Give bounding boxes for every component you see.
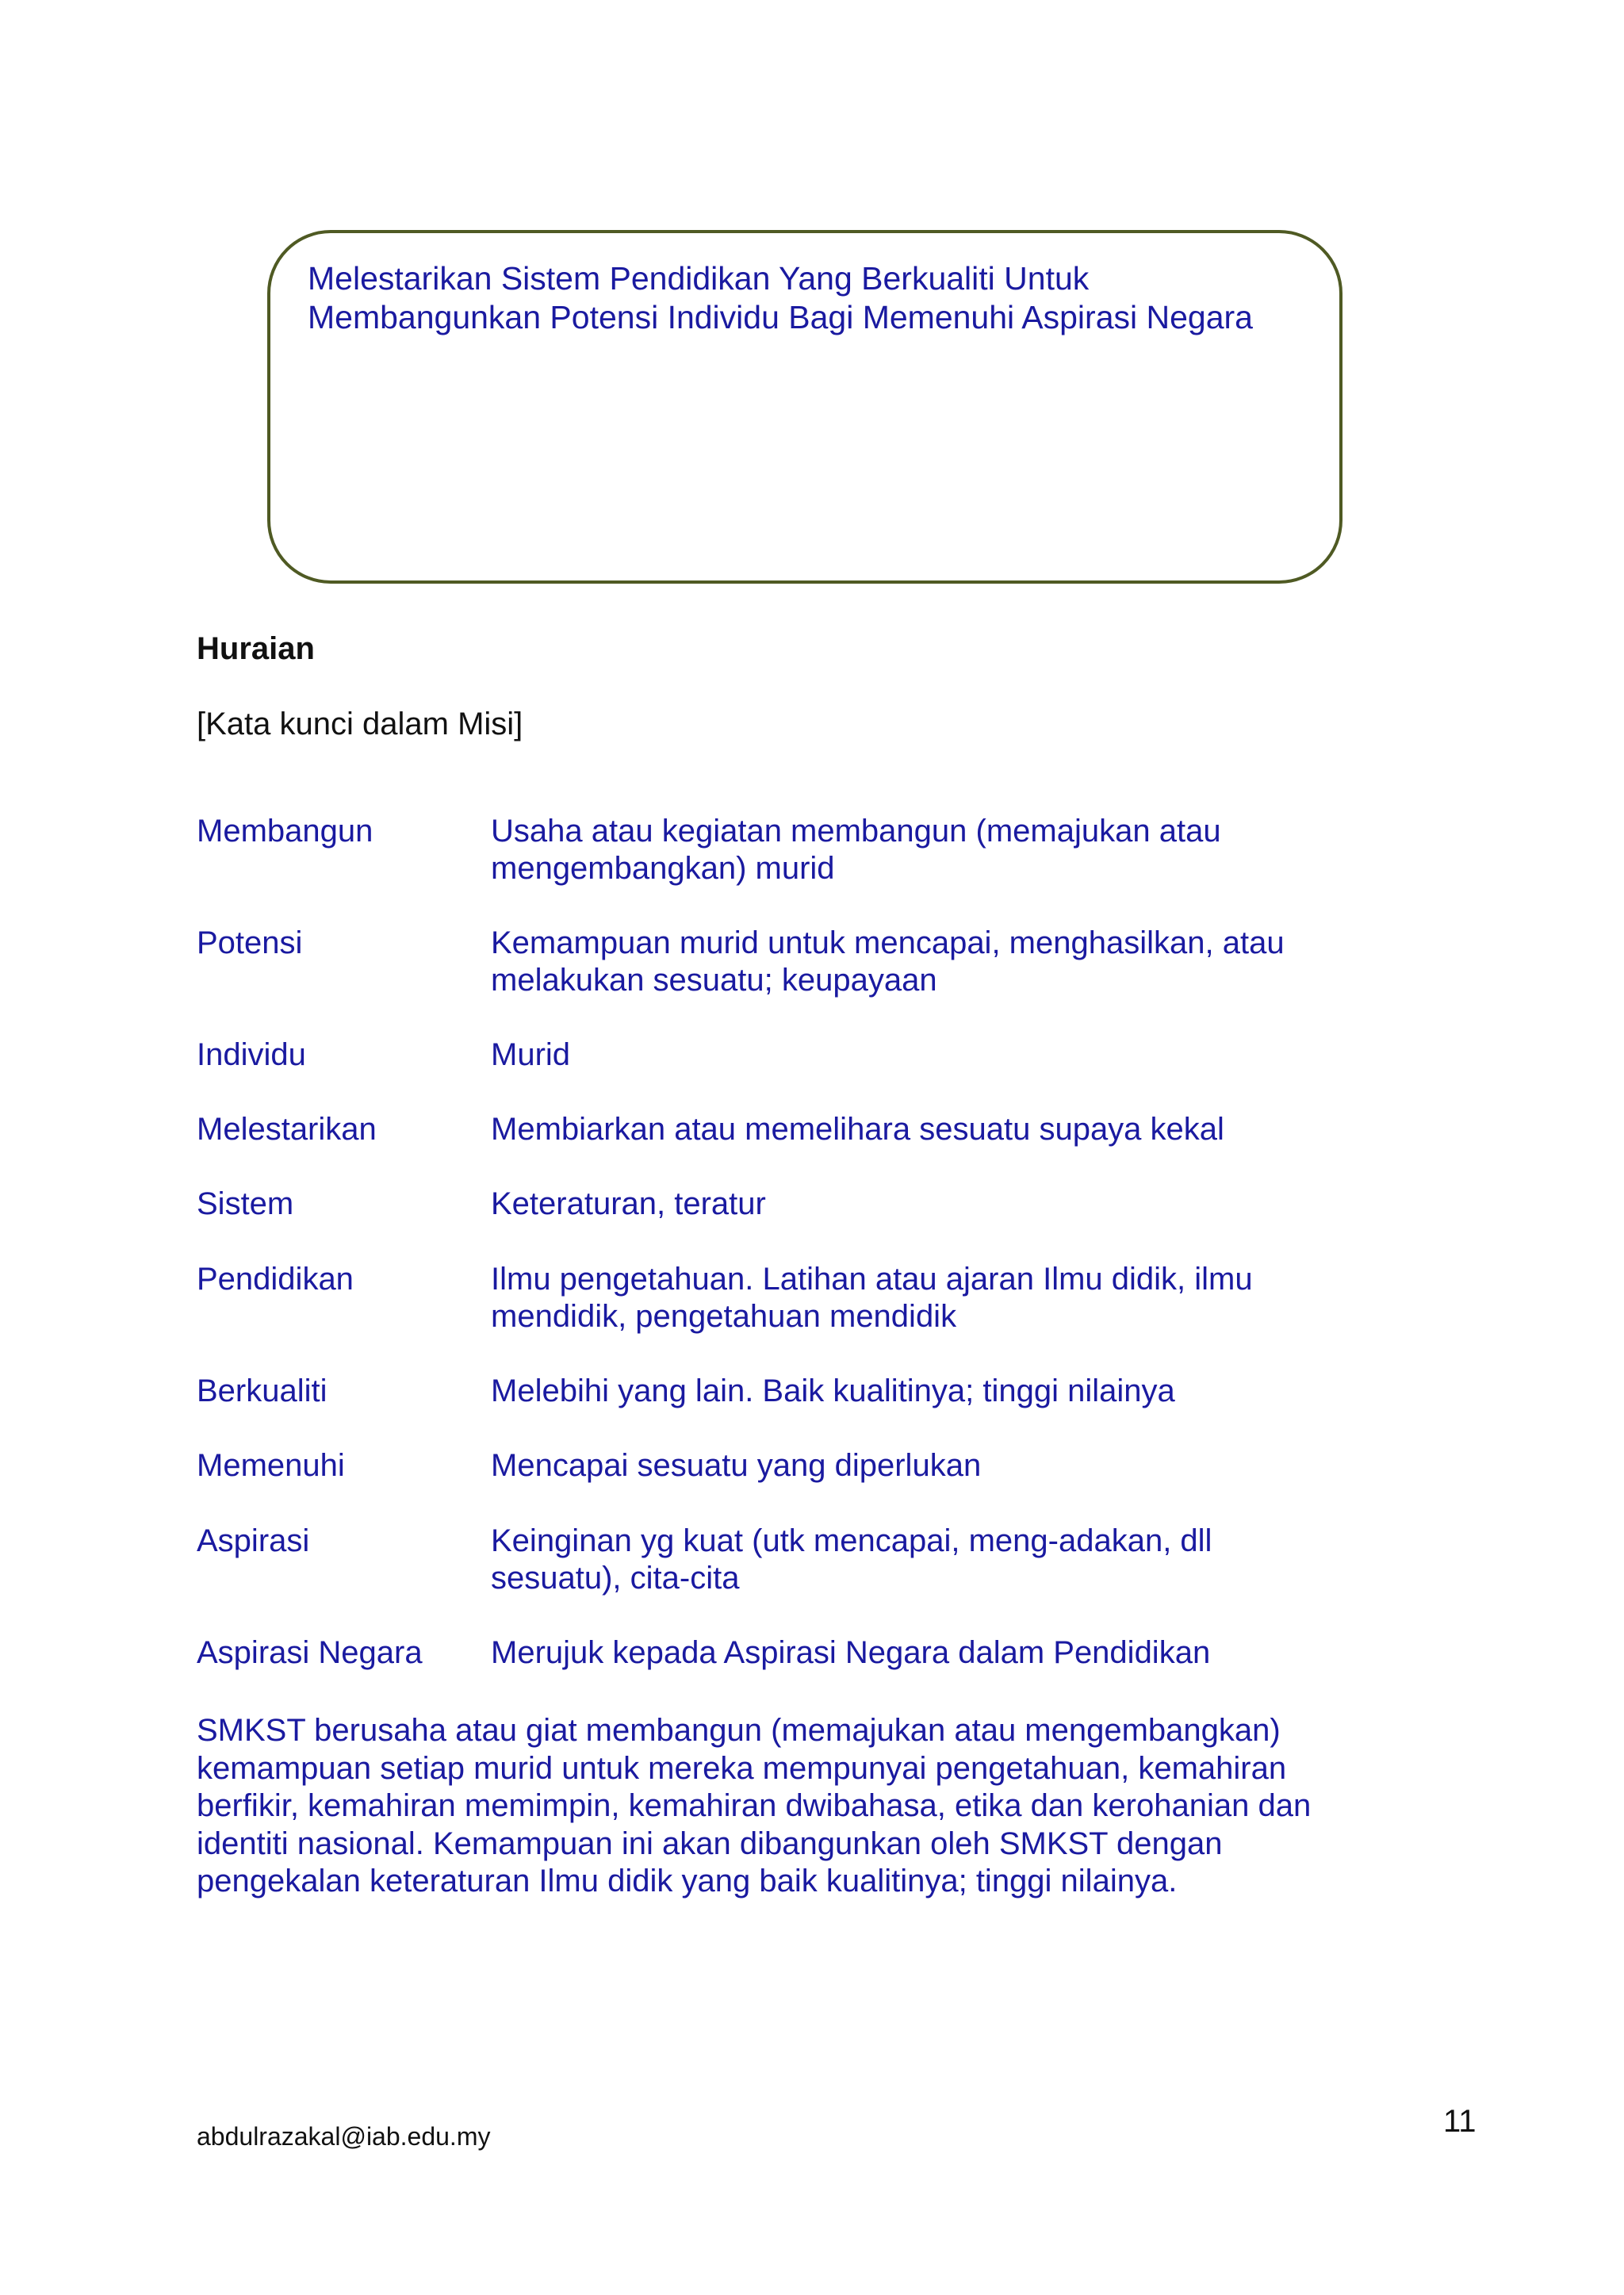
mission-statement [308,259,1323,337]
definition-line: mengembangkan) murid [491,851,835,886]
glossary-definition [491,1634,1363,1672]
mission-line: Membangunkan Potensi Individu Bagi Memenuhi Aspirasi Negara [308,299,1253,335]
definition-line: Membiarkan atau memelihara sesuatu supaya kekal [491,1112,1224,1147]
definition-line: melakukan sesuatu; keupayaan [491,963,937,998]
footer-email: abdulrazakal@iab.edu.my [197,2122,491,2151]
mission-line: Melestarikan Sistem Pendidikan Yang Berkualiti Untuk [308,260,1090,297]
summary-line: kemampuan setiap murid untuk mereka mempunyai pengetahuan, kemahiran [197,1750,1287,1786]
definition-line: Kemampuan murid untuk mencapai, menghasilkan, atau [491,925,1285,960]
glossary-definition [491,1373,1363,1410]
glossary-definition [491,813,1363,887]
glossary-definition [491,925,1363,999]
glossary-term: Memenuhi [197,1448,345,1483]
glossary-term: Sistem [197,1186,294,1221]
glossary-term: Potensi [197,925,303,960]
glossary-term: Individu [197,1037,306,1072]
glossary-term: Aspirasi Negara [197,1635,423,1670]
definition-line: Mencapai sesuatu yang diperlukan [491,1448,982,1483]
definition-line: Keinginan yg kuat (utk mencapai, meng-adakan, dll [491,1523,1212,1558]
definition-line: Keteraturan, teratur [491,1186,766,1221]
glossary-definition [491,1036,1363,1074]
glossary-definition [491,1261,1363,1335]
summary-line: berfikir, kemahiran memimpin, kemahiran dwibahasa, etika dan kerohanian dan [197,1788,1312,1823]
page-number: 11 [1443,2104,1477,2139]
glossary-term: Berkualiti [197,1374,327,1408]
glossary-term: Melestarikan [197,1112,377,1147]
definition-line: Merujuk kepada Aspirasi Negara dalam Pendidikan [491,1635,1211,1670]
glossary-definition [491,1447,1363,1485]
definition-line: Usaha atau kegiatan membangun (memajukan atau [491,814,1221,849]
summary-line: pengekalan keteraturan Ilmu didik yang baik kualitinya; tinggi nilainya. [197,1864,1178,1898]
glossary-definition [491,1523,1363,1597]
summary-paragraph [197,1712,1354,1901]
summary-line: SMKST berusaha atau giat membangun (memajukan atau mengembangkan) [197,1713,1281,1748]
definition-line: Murid [491,1037,571,1072]
definition-line: sesuatu), cita-cita [491,1561,740,1596]
glossary-definition [491,1186,1363,1223]
definition-line: mendidik, pengetahuan mendidik [491,1299,957,1334]
glossary-term: Pendidikan [197,1262,354,1297]
definition-line: Melebihi yang lain. Baik kualitinya; tinggi nilainya [491,1374,1175,1408]
definition-line: Ilmu pengetahuan. Latihan atau ajaran Ilmu didik, ilmu [491,1262,1253,1297]
section-subheading: [Kata kunci dalam Misi] [197,707,523,741]
glossary-definition [491,1111,1363,1148]
glossary-term: Aspirasi [197,1523,310,1558]
summary-line: identiti nasional. Kemampuan ini akan dibangunkan oleh SMKST dengan [197,1826,1223,1861]
glossary-term: Membangun [197,814,373,849]
section-heading: Huraian [197,631,315,666]
